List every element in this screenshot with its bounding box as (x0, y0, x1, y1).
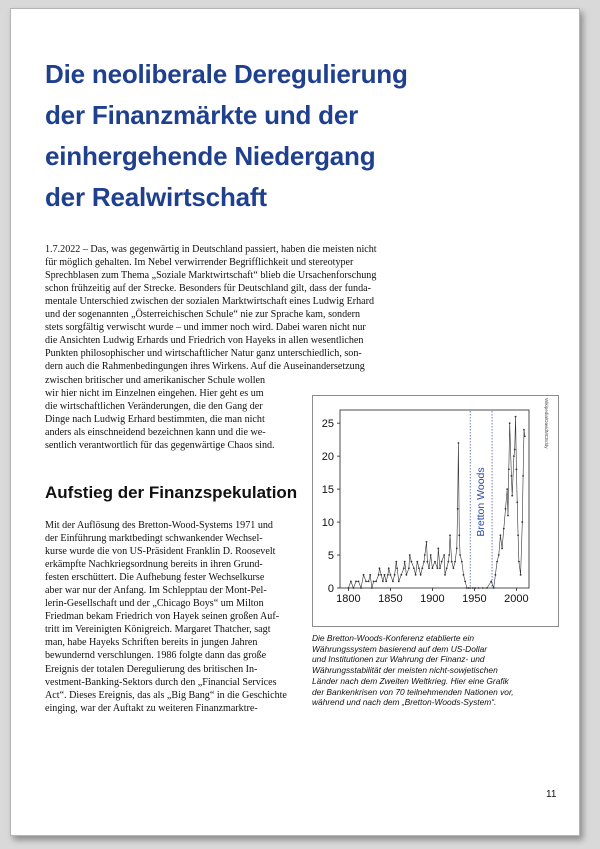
figure-caption (312, 633, 558, 708)
data-point (518, 561, 520, 563)
x-tick-label: 1900 (420, 593, 445, 605)
data-point (437, 548, 439, 550)
data-point (522, 475, 524, 477)
data-point (511, 495, 513, 497)
data-point (390, 574, 392, 576)
text-line: mentale Unterschied zwischen der sozialen Marktwirtschaft eines Ludwig Erhard (45, 296, 375, 308)
data-point (517, 534, 519, 536)
data-point (421, 567, 423, 569)
data-point (408, 567, 410, 569)
text-line: Punkten philosophischer und wirtschaftlicher Natur ganz unterschiedlich, son- (45, 348, 362, 360)
data-point (451, 561, 453, 563)
title-line: der Realwirtschaft (45, 182, 267, 212)
data-point (430, 554, 432, 556)
caption-line: und Institutionen zur Wahrung der Finanz- und (312, 654, 485, 665)
text-line: Ereignis der totalen Deregulierung des britischen In- (45, 663, 258, 675)
data-point (363, 574, 365, 576)
text-line: Mit der Auflösung des Bretton-Wood-Systems 1971 und (45, 520, 273, 531)
data-point (523, 429, 525, 431)
data-point (426, 541, 428, 543)
text-line: tritt im Vereinigten Königreich. Margaret Thatcher, sagt (45, 624, 271, 636)
data-point (423, 561, 425, 563)
page-number: 11 (546, 789, 557, 800)
data-point (458, 442, 460, 444)
data-point (378, 574, 380, 576)
data-point (500, 534, 502, 536)
text-line: Act“. Dieses Ereignis, das als „Big Bang“ in die Geschichte (45, 689, 287, 701)
data-point (353, 587, 355, 589)
data-point (510, 475, 512, 477)
title-line: Die neoliberale Deregulierung (45, 59, 408, 89)
data-point (461, 561, 463, 563)
text-line: Dinge nach Ludwig Erhard bestimmten, die man nicht (45, 414, 265, 426)
text-line: aber war nur der Anfang. Im Schlepptau der Mont-Pel- (45, 585, 267, 597)
figure-credit-text: Wikipedia/DavidMCEddy (544, 398, 549, 449)
data-point (360, 587, 362, 589)
data-point (355, 581, 357, 583)
data-point (496, 561, 498, 563)
data-point (444, 574, 446, 576)
data-point (368, 581, 370, 583)
data-point (382, 581, 384, 583)
text-line: wir hier nicht im Einzelnen eingehen. Hier geht es um (45, 388, 264, 400)
text-line: einging, war der Auftakt zu weiteren Finanzmarktre- (45, 702, 258, 714)
data-point (453, 567, 455, 569)
x-tick-label: 1800 (336, 593, 361, 605)
data-point (387, 574, 389, 576)
y-tick-label: 15 (321, 484, 334, 497)
data-point (516, 468, 518, 470)
y-tick-label: 5 (327, 550, 334, 563)
data-point (385, 581, 387, 583)
data-point (515, 416, 517, 418)
caption-line: der Bankenkrisen von 70 teilnehmenden Nationen vor, (312, 686, 514, 697)
text-line: erkämpfte Nachkriegsordnung bereits in ihren Grund- (45, 559, 263, 571)
data-point (365, 581, 367, 583)
data-point (490, 581, 492, 583)
banking-crises-chart (313, 396, 558, 626)
data-point (394, 574, 396, 576)
text-line: die Ansichten Ludwig Erhards und Friedrich von Hayeks in allen wesentlichen (45, 335, 364, 347)
text-line: bewundernd verschlungen. 1986 folgte dann das große (45, 650, 267, 662)
data-point (513, 455, 515, 457)
data-point (384, 574, 386, 576)
data-point (398, 581, 400, 583)
data-point (441, 561, 443, 563)
text-line: dern auch die Rahmenbedingungen ihres Wirkens. Auf die Auseinandersetzung (45, 361, 365, 373)
caption-line: während und nach dem „Bretton-Woods-System“. (312, 697, 497, 708)
data-point (388, 567, 390, 569)
data-point (375, 581, 377, 583)
data-point (380, 574, 382, 576)
data-point (486, 587, 488, 589)
data-point (468, 587, 470, 589)
data-point (400, 574, 402, 576)
y-tick-label: 0 (327, 583, 334, 595)
text-line: schon frühzeitig auf der Strecke. Besonders für Deutschland gilt, dass der funda- (45, 283, 371, 295)
x-tick-label: 1950 (462, 593, 487, 605)
data-point (373, 581, 375, 583)
y-tick-label: 10 (321, 517, 334, 530)
data-point (379, 567, 381, 569)
data-point (474, 587, 476, 589)
data-point (395, 561, 397, 563)
y-tick-label: 25 (321, 418, 334, 431)
data-point (482, 587, 484, 589)
data-point (503, 528, 505, 530)
data-point (434, 561, 436, 563)
data-point (524, 435, 526, 437)
data-point (392, 581, 394, 583)
text-line: 1.7.2022 – Das, was gegenwärtig in Deutschland passiert, haben die meisten nicht (45, 244, 377, 255)
data-point (418, 567, 420, 569)
article-title (45, 54, 408, 218)
data-point (495, 574, 497, 576)
series-line (348, 417, 524, 588)
data-point (369, 574, 371, 576)
x-tick-label: 1850 (378, 593, 403, 605)
annotation-label: Bretton Woods (475, 467, 488, 537)
data-point (396, 567, 398, 569)
title-line: einhergehende Niedergang (45, 141, 376, 171)
text-line: lerin-Gesellschaft und der „Chicago Boys“ um Milton (45, 598, 264, 610)
data-point (439, 567, 441, 569)
data-point (521, 521, 523, 523)
x-tick-label: 2000 (504, 593, 529, 605)
data-point (447, 561, 449, 563)
data-point (457, 508, 459, 510)
data-point (348, 587, 350, 589)
caption-line: Währungssystem basierend auf dem US-Dollar (312, 643, 488, 654)
data-point (514, 449, 516, 451)
data-point (498, 554, 500, 556)
data-point (443, 554, 445, 556)
text-line: für möglich gehalten. Im Nebel verwirrender Begrifflichkeit und stereotyper (45, 257, 354, 269)
data-point (404, 561, 406, 563)
data-point (509, 422, 511, 424)
text-line: zwischen britischer und amerikanischer Schule wollen (45, 375, 266, 386)
data-point (432, 567, 434, 569)
data-point (505, 508, 507, 510)
data-point (469, 587, 471, 589)
data-point (466, 587, 468, 589)
caption-line: Währungsstabilität der meisten nicht-sowjetischen (312, 665, 498, 676)
section-heading: Aufstieg der Finanzspekulation (45, 483, 298, 502)
text-line: kurse wurde die von US-Präsident Franklin D. Roosevelt (45, 546, 276, 558)
data-point (424, 554, 426, 556)
data-point (520, 574, 522, 576)
figure-credit (538, 398, 548, 458)
data-point (403, 567, 405, 569)
text-line: stets sorgfältig verwischt wurde – und immer noch wird. Dabei waren nicht nur (45, 322, 366, 334)
data-point (426, 561, 428, 563)
data-point (409, 554, 411, 556)
text-line: anders als einschneidend bezeichnen kann und die we- (45, 427, 266, 439)
text-line: sentlich verantwortlich für das gegenwärtige Chaos sind. (45, 440, 275, 452)
text-line: die wirtschaftlichen Veränderungen, die den Gang der (45, 401, 263, 413)
data-point (405, 574, 407, 576)
data-point (437, 567, 439, 569)
data-point (501, 548, 503, 550)
caption-line: Die Bretton-Woods-Konferenz etablierte ein (312, 633, 474, 643)
caption-line: Länder nach dem Zweiten Weltkrieg. Hier eine Grafik (312, 675, 509, 686)
data-point (454, 561, 456, 563)
text-line: Sprechblasen zum Thema „Soziale Marktwirtschaft“ blieb die Ursachenforschung (45, 270, 377, 282)
text-line: und der sogenannten „Österreichischen Schule“ nie zur Sprache kam, sondern (45, 309, 361, 321)
data-point (478, 587, 480, 589)
intro-paragraph-continued (45, 374, 288, 452)
data-point (506, 488, 508, 490)
data-point (464, 581, 466, 583)
data-point (420, 574, 422, 576)
text-line: der Einführung marktbedingt schwankender Wechsel- (45, 533, 263, 545)
section-paragraph (45, 519, 288, 715)
data-point (371, 587, 373, 589)
data-point (508, 468, 510, 470)
intro-paragraph (45, 243, 457, 373)
data-point (413, 567, 415, 569)
text-line: festen erschüttert. Die Aufhebung fester Wechselkurse (45, 572, 265, 584)
data-point (415, 574, 417, 576)
data-point (416, 561, 418, 563)
data-point (449, 534, 451, 536)
data-point (428, 567, 430, 569)
data-point (458, 534, 460, 536)
text-line: man, habe Hayeks Schriften bereits in jungen Jahren (45, 637, 258, 649)
data-point (472, 587, 474, 589)
text-line: vestment-Banking-Sektors durch den „Financial Services (45, 676, 277, 688)
data-point (448, 554, 450, 556)
data-point (516, 501, 518, 503)
data-point (459, 554, 461, 556)
data-point (456, 548, 458, 550)
data-point (446, 567, 448, 569)
y-tick-label: 20 (321, 451, 334, 464)
data-point (411, 561, 413, 563)
data-point (507, 515, 509, 517)
chart-figure (312, 395, 559, 627)
text-line: Friedman bekam Friedrich von Hayek seinen großen Auf- (45, 611, 280, 623)
data-point (463, 574, 465, 576)
data-point (350, 581, 352, 583)
data-point (493, 587, 495, 589)
title-line: der Finanzmärkte und der (45, 100, 359, 130)
data-point (358, 581, 360, 583)
